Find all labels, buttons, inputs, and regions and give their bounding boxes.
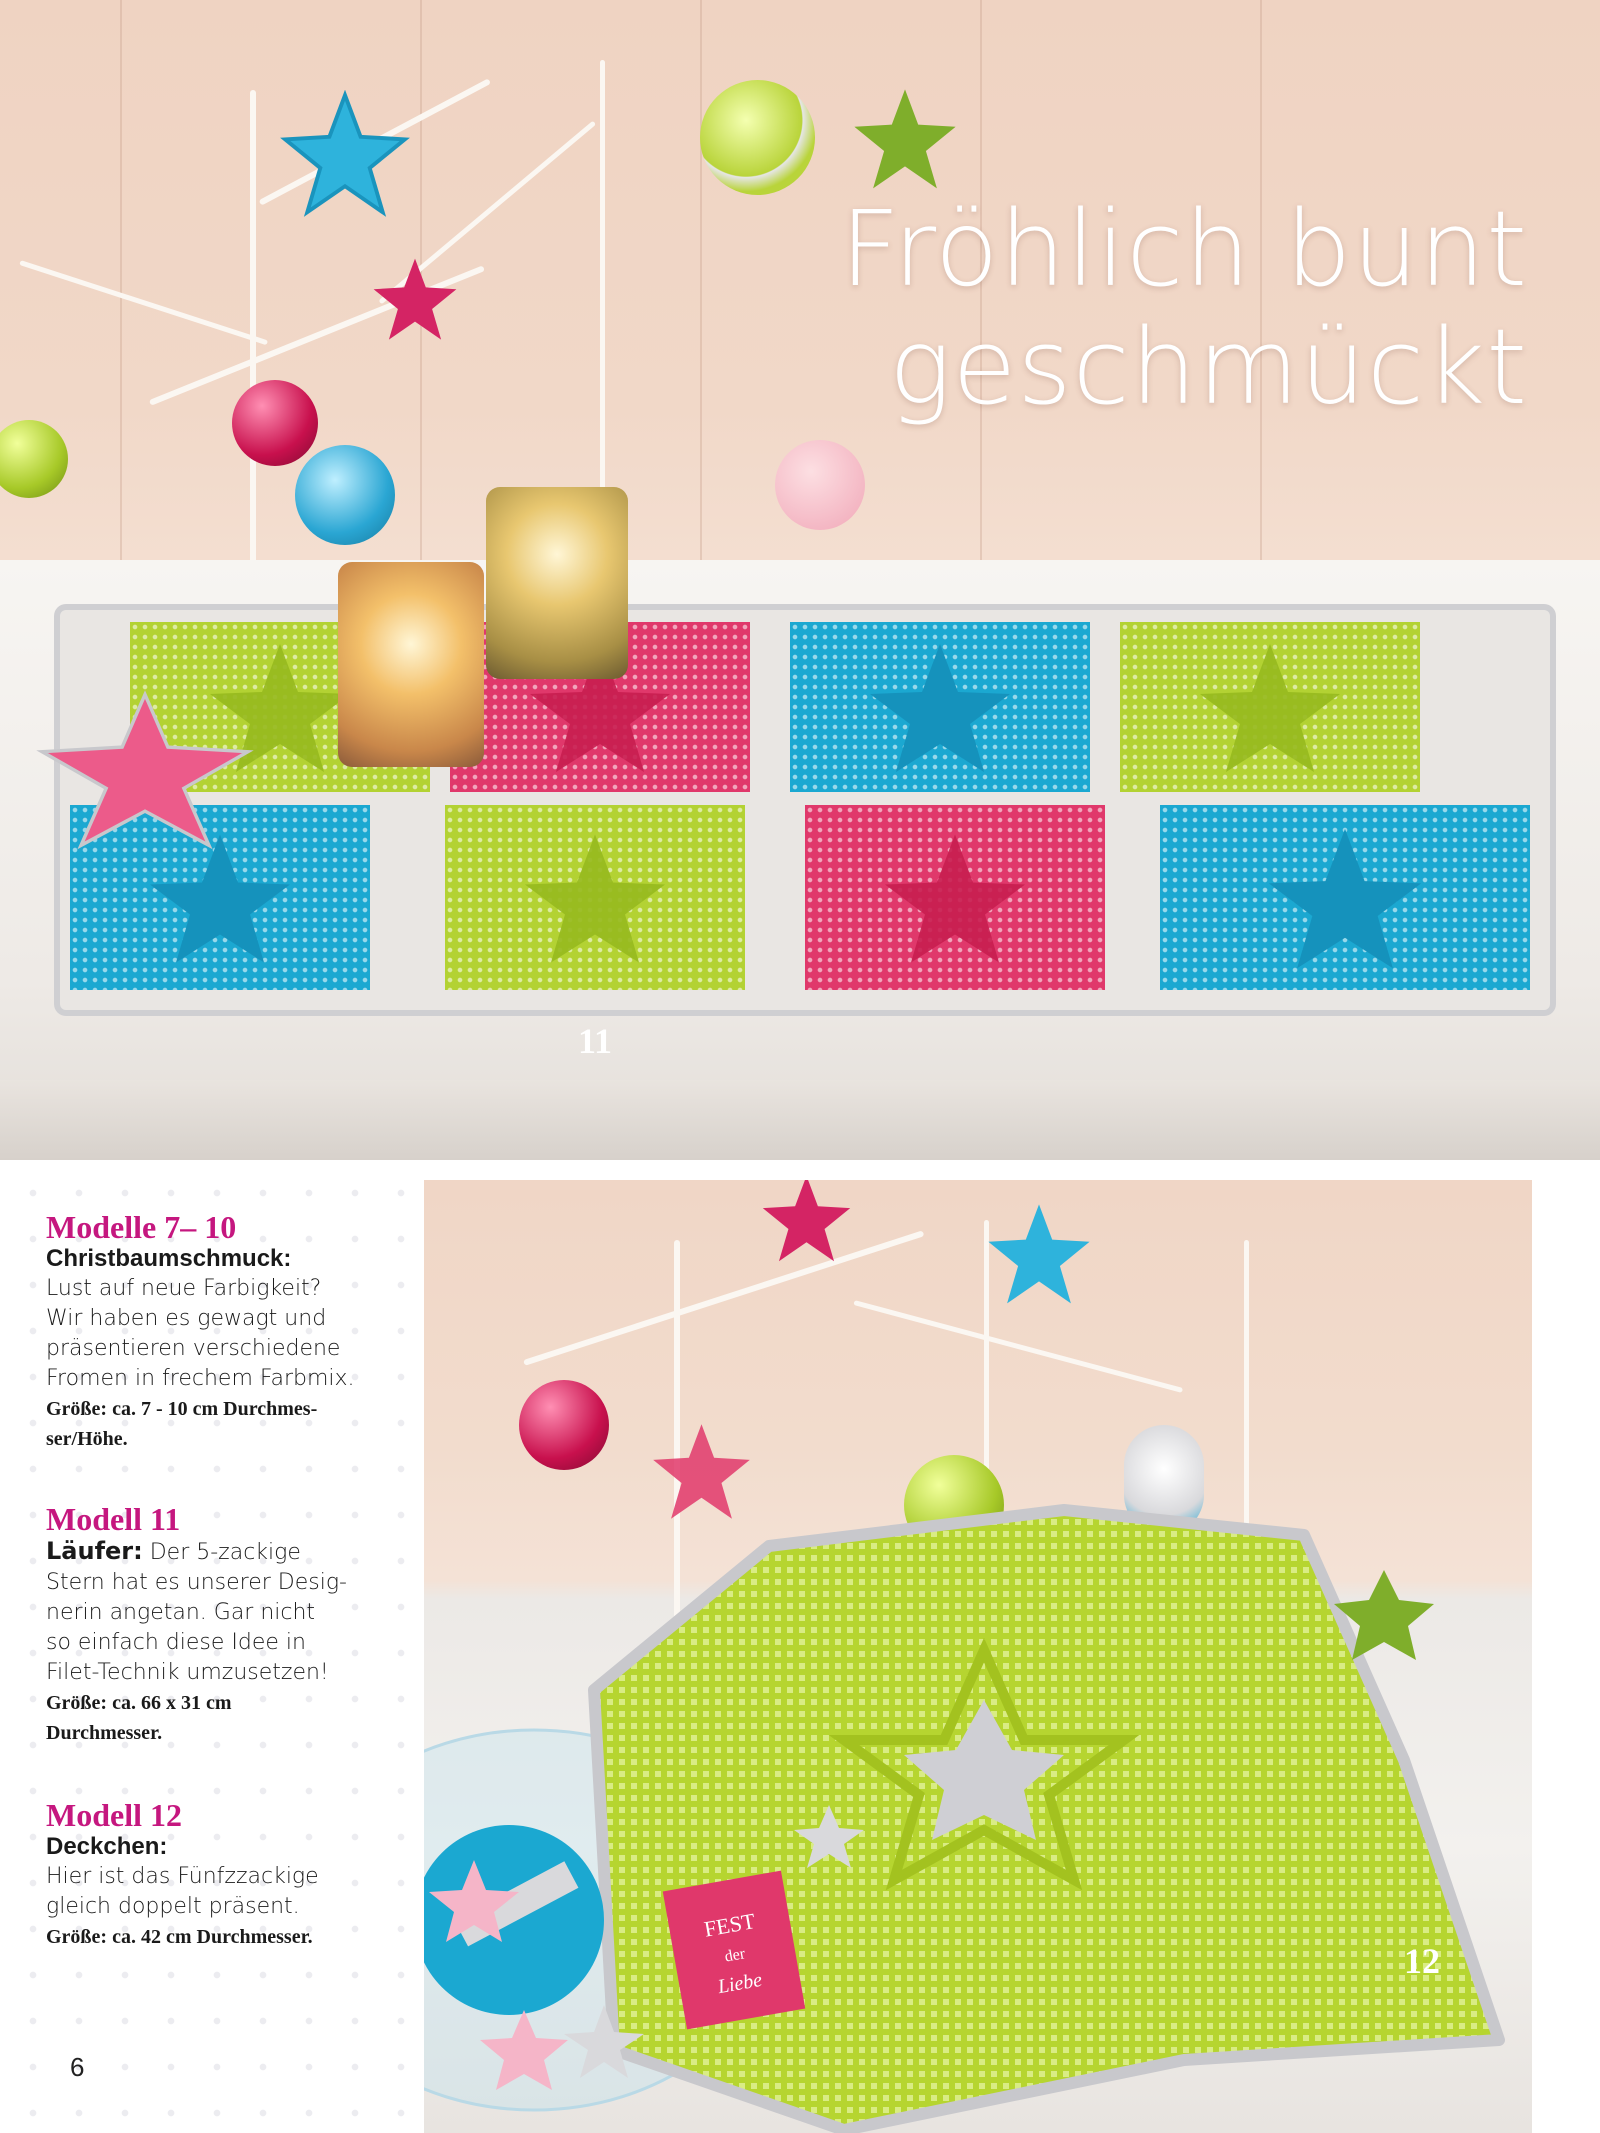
white-branch — [19, 260, 268, 345]
model-size: Größe: ca. 66 x 31 cm Durchmesser. — [46, 1692, 232, 1744]
star-motif — [445, 805, 745, 990]
candle-holder-orange — [338, 562, 484, 767]
turquoise-star-ornament — [280, 90, 410, 220]
star-motif — [1160, 805, 1530, 990]
star-motif — [805, 805, 1105, 990]
card-text-3: Liebe — [716, 1968, 764, 1999]
item-heading: Christbaumschmuck: — [46, 1245, 292, 1272]
model-description: Lust auf neue Farbigkeit? Wir haben es gewagt und präsentieren verschiedene Fromen in frechem Farbmix. — [46, 1276, 355, 1391]
model-number-12: 12 — [1404, 1941, 1440, 1981]
model-number-11: 11 — [578, 1021, 613, 1061]
model-description: Hier ist das Fünfzzackige gleich doppelt präsent. — [46, 1864, 319, 1919]
table-edge — [0, 1080, 1600, 1160]
item-heading: Läufer: — [46, 1537, 143, 1565]
lime-ball-ornament — [700, 80, 815, 195]
runner-tile-pink — [805, 805, 1105, 990]
model-size: Größe: ca. 42 cm Durchmesser. — [46, 1926, 313, 1948]
item-heading: Deckchen: — [46, 1833, 168, 1860]
blue-ball-ornament — [295, 445, 395, 545]
headline-line-2: geschmückt — [888, 306, 1528, 428]
wall-plank — [120, 0, 122, 640]
white-branch — [600, 60, 605, 520]
model-size: Größe: ca. 7 - 10 cm Durchmes- ser/Höhe. — [46, 1398, 318, 1450]
model-7-10-block — [46, 1210, 406, 1454]
model-heading: Modell 12 — [46, 1797, 182, 1833]
star-motif — [790, 622, 1090, 792]
runner-tile-turquoise — [1160, 805, 1530, 990]
green-star-ornament — [850, 85, 960, 195]
pink-star-ornament — [370, 255, 460, 345]
model-11-block — [46, 1502, 406, 1748]
wall-plank — [700, 0, 702, 640]
model-description: Der 5-zackige Stern hat es unserer Desig- nerin angetan. Gar nicht so einfach diese Idee in Filet-Technik umzusetzen! — [46, 1540, 347, 1685]
model-heading: Modelle 7– 10 — [46, 1209, 237, 1245]
white-branch — [250, 90, 256, 610]
description-column — [0, 1160, 424, 2133]
model-description-wrapper — [46, 1536, 406, 1688]
red-ball-ornament — [232, 380, 318, 466]
pink-heart-ornament — [775, 440, 865, 530]
model-12-block — [46, 1798, 406, 1952]
card-text-1: FEST — [702, 1908, 758, 1942]
greeting-card — [663, 1871, 805, 2030]
photo-doily — [424, 1180, 1532, 2133]
model-heading: Modell 11 — [46, 1501, 181, 1537]
card-text-2: der — [723, 1945, 747, 1966]
runner-tile-lime — [1120, 622, 1420, 792]
crochet-doily — [424, 1180, 1532, 2133]
headline-line-1: Fröhlich bunt — [840, 188, 1528, 310]
pink-star-decoration — [30, 690, 260, 850]
green-ball-ornament — [0, 420, 68, 498]
page-headline — [728, 190, 1528, 426]
runner-tile-lime — [445, 805, 745, 990]
crochet-runner — [60, 610, 1550, 1010]
runner-tile-turquoise — [790, 622, 1090, 792]
candle-holder-gold — [486, 487, 628, 679]
page-number: 6 — [70, 2052, 85, 2082]
star-motif — [1120, 622, 1420, 792]
